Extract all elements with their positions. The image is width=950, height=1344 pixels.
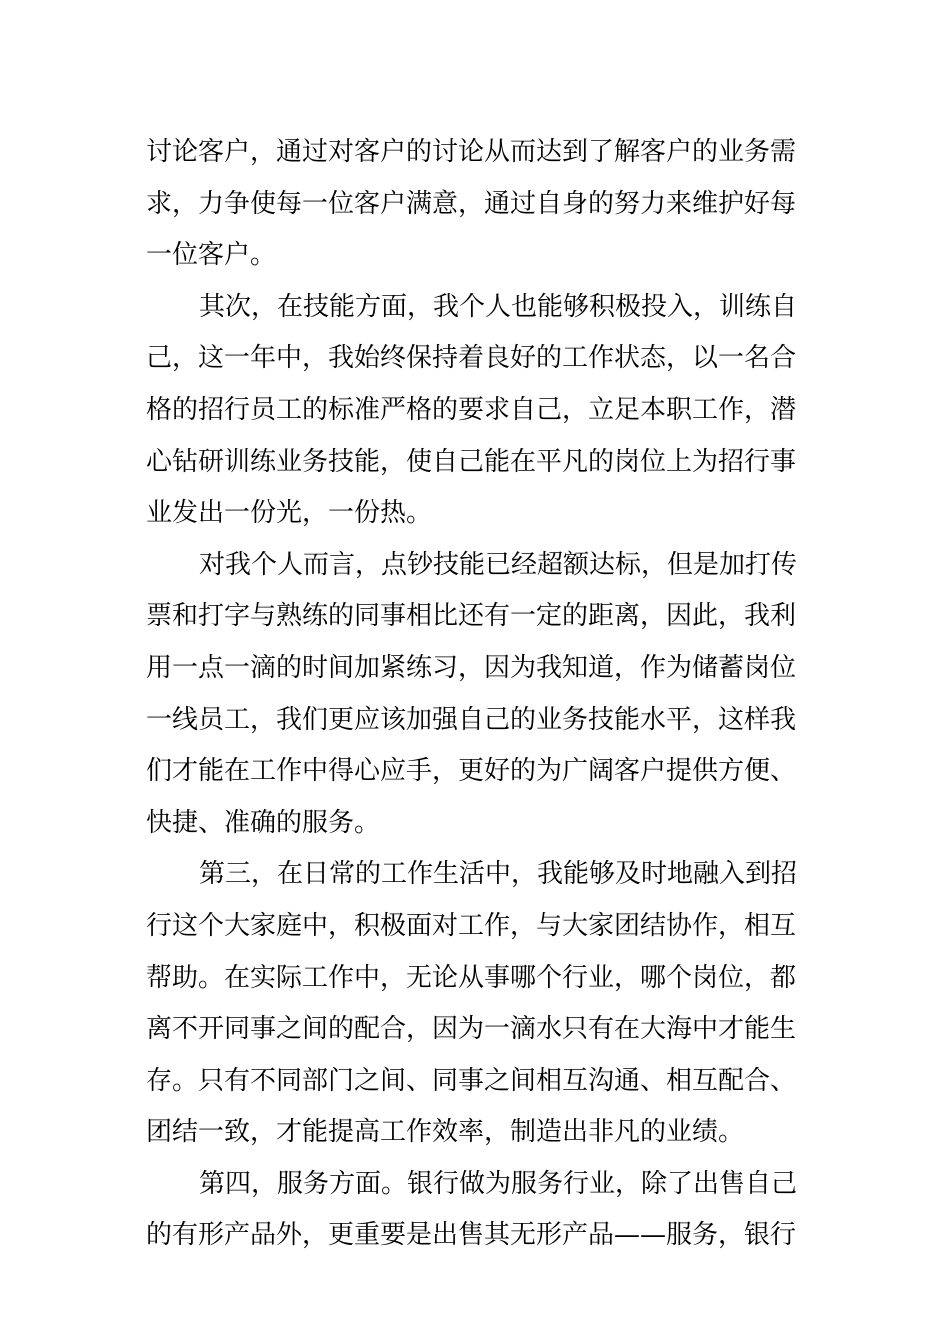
text-line: 讨论客户，通过对客户的讨论从而达到了解客户的业务需 <box>146 137 797 167</box>
paragraph-first-line: 第三，在日常的工作生活中，我能够及时地融入到招 <box>199 859 798 890</box>
text-line: 们才能在工作中得心应手，更好的为广阔客户提供方便、 <box>146 756 797 787</box>
document-body <box>146 127 808 1262</box>
text-line: 一线员工，我们更应该加强自己的业务技能水平，这样我 <box>146 704 797 735</box>
text-line: 行这个大家庭中，积极面对工作，与大家团结协作，相互 <box>146 910 797 941</box>
text-line: 格的招行员工的标准严格的要求自己，立足本职工作，潜 <box>146 394 797 425</box>
text-line: 帮助。在实际工作中，无论从事哪个行业，哪个岗位，都 <box>146 962 797 993</box>
text-line: 一位客户。 <box>146 240 277 271</box>
text-line: 存。只有不同部门之间、同事之间相互沟通、相互配合、 <box>146 1065 797 1096</box>
text-line: 心钻研训练业务技能，使自己能在平凡的岗位上为招行事 <box>146 446 797 477</box>
text-line: 求，力争使每一位客户满意，通过自身的努力来维护好每 <box>146 188 797 219</box>
paragraph-first-line: 第四，服务方面。银行做为服务行业，除了出售自己 <box>199 1168 798 1199</box>
text-line: 团结一致，才能提高工作效率，制造出非凡的业绩。 <box>146 1117 745 1148</box>
text-line: 快捷、准确的服务。 <box>146 807 381 838</box>
text-line: 离不开同事之间的配合，因为一滴水只有在大海中才能生 <box>146 1014 797 1045</box>
text-line: 用一点一滴的时间加紧练习，因为我知道，作为储蓄岗位 <box>146 652 797 683</box>
paragraph-first-line: 对我个人而言，点钞技能已经超额达标，但是加打传 <box>199 549 798 580</box>
text-line: 票和打字与熟练的同事相比还有一定的距离，因此，我利 <box>146 601 797 632</box>
text-line: 的有形产品外，更重要是出售其无形产品——服务，银行 <box>146 1220 797 1251</box>
paragraph-first-line: 其次，在技能方面，我个人也能够积极投入，训练自 <box>199 291 798 322</box>
text-line: 业发出一份光，一份热。 <box>146 498 433 529</box>
text-line: 己，这一年中，我始终保持着良好的工作状态，以一名合 <box>146 343 797 374</box>
